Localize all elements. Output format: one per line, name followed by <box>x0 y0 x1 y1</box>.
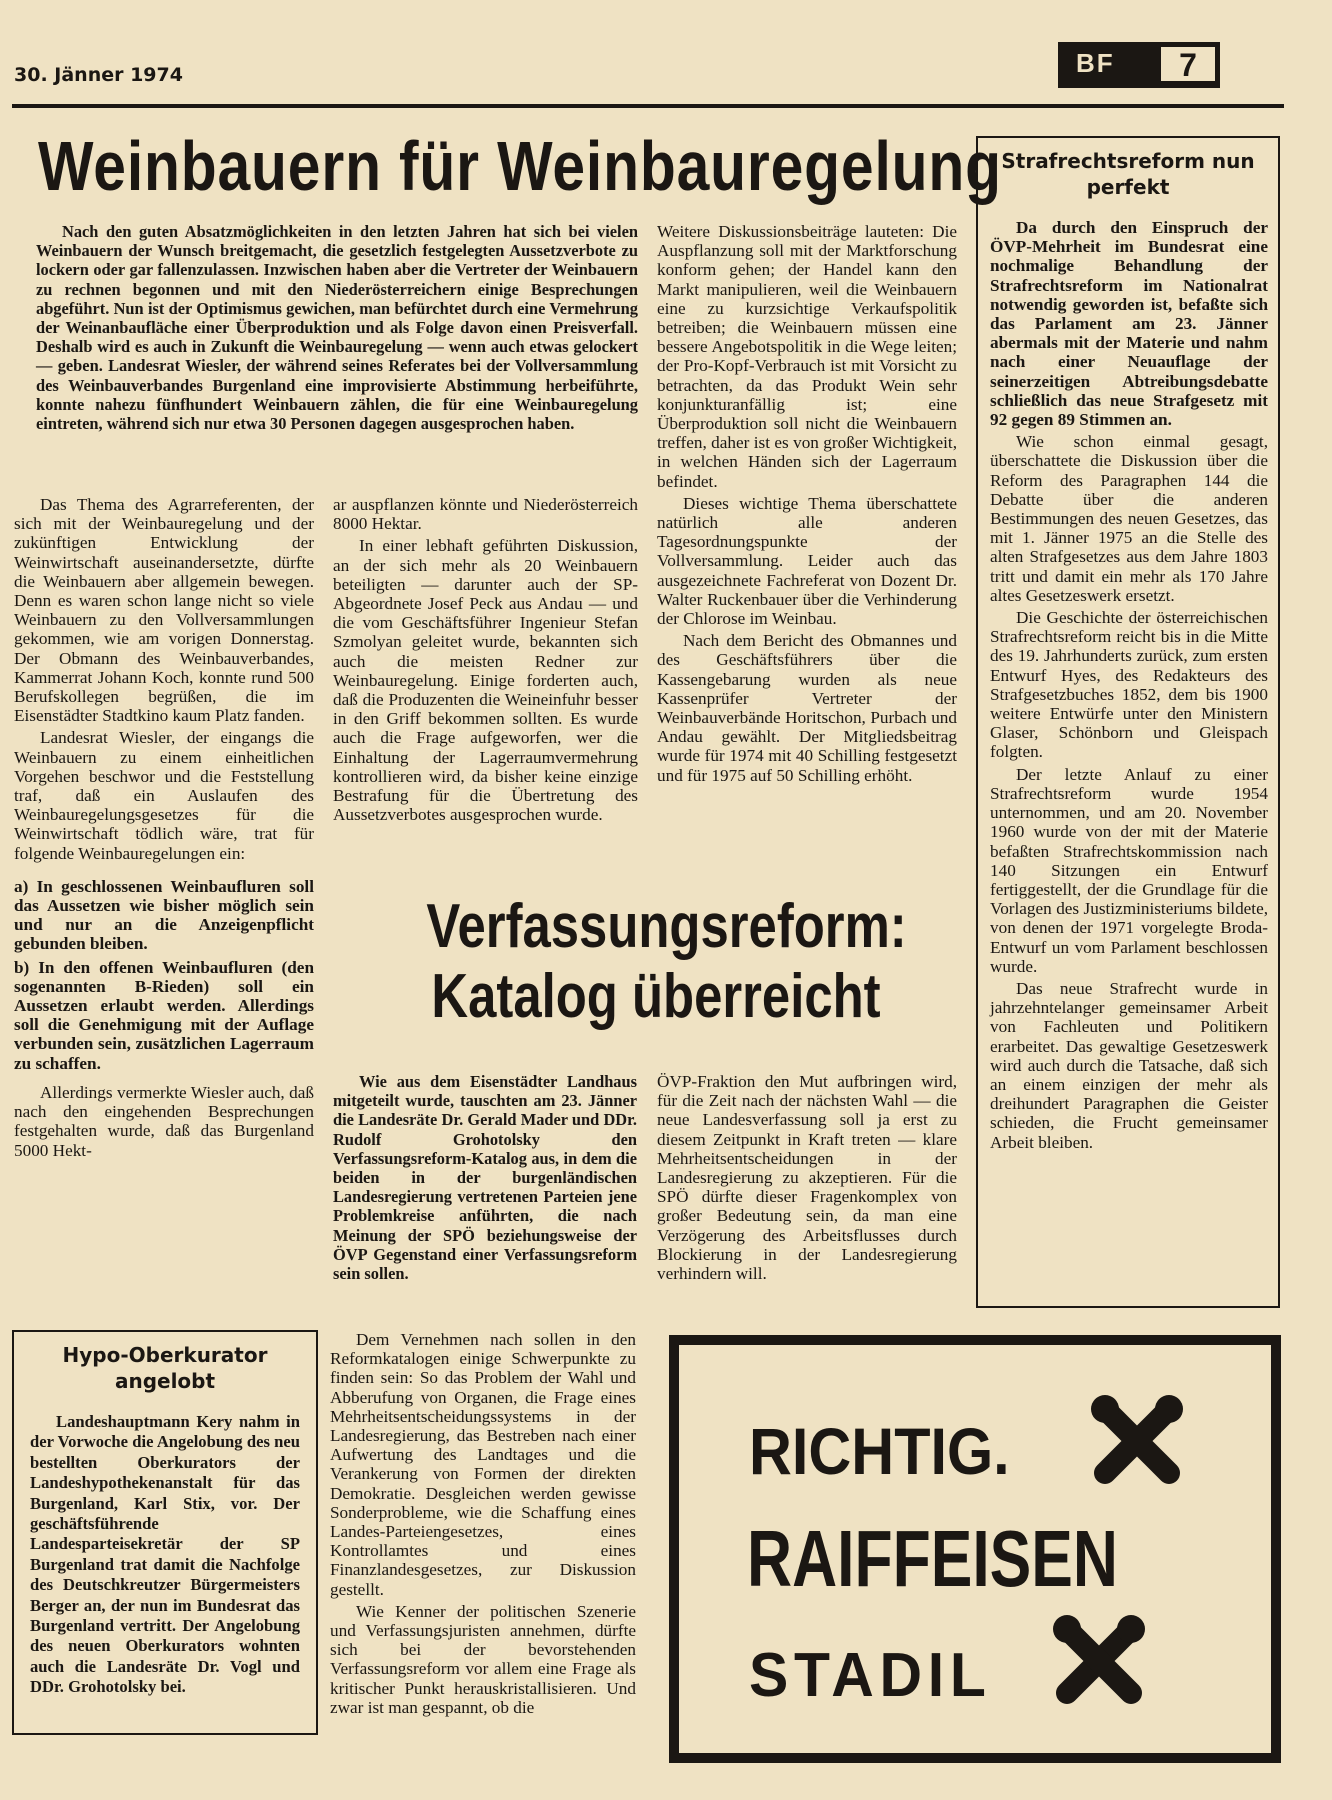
reform-headline-line-1: Verfassungsreform: <box>426 892 907 961</box>
hypo-title: Hypo-Oberkurator angelobt <box>62 1343 268 1393</box>
strafrecht-paragraph-3: Der letzte Anlauf zu einer Strafrechtsreform wurde 1954 unternommen, und am 20. November 1960 wurde von der mit der Materie befaßten Strafrechtskommission nach 140 Sitzungen ein Entwurf fertiggestellt, der die Grundlage für die Vorlagen des Justizministeriums bildete, von denen der 1971 vorgelegte Broda-Entwurf un vom Parlament beschlossen wurde. <box>990 764 1268 976</box>
main-col2-paragraph-2: In einer lebhaft geführten Diskussion, an der sich mehr als 20 Weinbauern beteiligten — darunter auch der SP-Abgeordnete Josef Peck aus Andau — und die vom Geschäftsführer Ingenieur Stefan Szmolyan geleitet wurde, bekannten sich auch die meisten Redner zur Weinbauregelung. Einige forderten auch, daß die Produzenten die Weineinfuhr besser in den Griff bekommen sollten. Es wurde auch die Frage aufgeworfen, wer die Einhaltung der Lagerraumvermehrung kontrollieren wird, da bisher keine einzige Bestrafung für die Übertretung des Aussetzverbotes ausgesprochen wurde. <box>333 536 638 825</box>
hypo-body <box>30 1412 300 1701</box>
reform-lead <box>333 1072 637 1286</box>
raiffeisen-ad <box>669 1335 1281 1763</box>
raiffeisen-ad-panel <box>679 1345 1271 1753</box>
strafrecht-lead: Da durch den Einspruch der ÖVP-Mehrheit im Bundesrat eine nochmalige Behandlung der Strafrechtsreform im Nationalrat notwendig geworden ist, befaßte sich das Parlament am 23. Jänner abermals mit der Materie und nahm nach einer Neuauflage der seinerzeitigen Abtreibungsdebatte schließlich das neue Strafgesetz mit 92 gegen 89 Stimmen an. <box>990 218 1268 430</box>
paper-badge <box>1058 42 1220 88</box>
main-column-1 <box>14 495 314 1163</box>
reform-headline-line-2: Katalog überreicht <box>431 962 881 1031</box>
reform-headline <box>426 892 907 1032</box>
main-col1-paragraph-1: Das Thema des Agrarreferenten, der sich mit der Weinbauregelung und der zukünftigen Entwicklung der Weinwirtschaft auseinandersetzte, dürfte die Weinbauern aber allgemein bewegen. Denn es waren schon lange nicht so viele Weinbauern zu den Vollversammlungen gekommen, wie am vorigen Donnerstag. Der Obmann des Weinbauverbandes, Kammerrat Johann Koch, konnte rund 500 Berufskollegen begrüßen, die im Eisenstädter Stadtkino kaum Platz fanden. <box>14 495 314 726</box>
ad-line-richtig: RICHTIG. <box>749 1414 1010 1488</box>
strafrecht-body <box>990 218 1268 1155</box>
main-lead-text: Nach den guten Absatzmöglichkeiten in den letzten Jahren hat sich bei vielen Weinbauern der Wunsch breitgemacht, die gesetzlich festgelegten Aussetzverbote zu lockern oder gar fallenzulassen. Inzwischen haben aber die Vertreter der Weinbauern zu rechnen begonnen und mit den Niederösterreichern einige Besprechungen abgeführt. Nun ist der Optimismus gewichen, man befürchtet durch eine Vermehrung der Weinanbaufläche einer Überproduktion und als Folge davon einen Preisverfall. Deshalb wird es auch in Zukunft die Weinbauregelung — wenn auch etwas gelockert — geben. Landesrat Wiesler, der während seines Referates bei der Vollversammlung des Weinbauverbandes Burgenland eine improvisierte Abstimmung herbeiführte, konnte nahezu fünfhundert Weinbauern zählen, die für eine Weinbauregelung eintreten, während sich nur etwa 30 Personen dagegen ausgesprochen haben. <box>36 222 638 434</box>
main-headline: Weinbauern für Weinbauregelung <box>38 127 1002 205</box>
main-col3-paragraph-3: Nach dem Bericht des Obmannes und des Geschäftsführers über die Kassengebarung wurden als neue Kassenprüfer Vertreter der Weinbauverbände Horitschon, Purbach und Andau gewählt. Der Mitgliedsbeitrag wurde für 1974 mit 40 Schilling festgesetzt und für 1975 auf 50 Schilling erhöht. <box>657 631 957 785</box>
ad-line-raiffeisen: RAIFFEISEN <box>747 1514 1118 1603</box>
header-rule <box>12 104 1284 108</box>
reform-right-paragraph: ÖVP-Fraktion den Mut aufbringen wird, für die Zeit nach der nächsten Wahl — die neue Landesverfassung soll ja erst zu diesem Zeitpunkt in Kraft treten — klare Mehrheitsentscheidungen in der Landesregierung zu akzeptieren. Für die SPÖ dürfte dieser Fragenkomplex von großer Bedeutung sein, da man eine Verzögerung des Arbeitsflusses durch Blockierung in der Landesregierung verhindern will. <box>657 1072 957 1284</box>
raiffeisen-cross-icon-bottom <box>1045 1607 1153 1717</box>
main-col1-paragraph-3: Allerdings vermerkte Wiesler auch, daß nach den eingehenden Besprechungen festgehalten wurde, daß das Burgenland 5000 Hekt- <box>14 1082 314 1160</box>
paper-name: BF <box>1076 48 1115 78</box>
strafrecht-box <box>976 136 1280 1308</box>
main-col3-paragraph-1: Weitere Diskussionsbeiträge lauteten: Die Auspflanzung soll mit der Marktforschung konform gehen; der Handel kann den Markt manipulieren, weil die Weinbauern eine zu kurzsichtige Verkaufspolitik betreiben; die Weinbauern müssen eine bessere Angebotspolitik in die Wege leiten; der Pro-Kopf-Verbrauch ist mit Vorsicht zu betrachten, da das Produkt Wein sehr konjunkturanfällig ist; eine Überproduktion soll nicht die Weinbauern treffen, daher ist es von großer Wichtigkeit, in welchen Händen sich der Lagerraum befindet. <box>657 222 957 491</box>
hypo-box <box>12 1330 318 1735</box>
main-column-2 <box>333 495 638 827</box>
main-col2-paragraph-1: ar auspflanzen könnte und Niederösterreich 8000 Hektar. <box>333 495 638 534</box>
ad-line-stadil: STADIL <box>749 1641 992 1710</box>
main-col1-item-b: b) In den offenen Weinbaufluren (den sogenannten B-Rieden) soll ein Aussetzen erlaubt werden. Allerdings soll die Genehmigung mit der Auflage verbunden sein, zusätzlichen Lagerraum zu schaffen. <box>14 957 314 1073</box>
main-col1-item-a: a) In geschlossenen Weinbaufluren soll das Aussetzen wie bisher möglich sein und nur an die Anzeigenpflicht gebunden bleiben. <box>14 876 314 954</box>
issue-date: 30. Jänner 1974 <box>14 64 183 86</box>
page-number: 7 <box>1159 45 1217 83</box>
main-column-3 <box>657 222 957 788</box>
strafrecht-paragraph-4: Das neue Strafrecht wurde in jahrzehntelanger gemeinsamer Arbeit von Fachleuten und Politikern erarbeitet. Das gewaltige Gesetzeswerk wird auch durch die Tatsache, daß sich an einem einzigen der mehr als dreihundert Paragraphen die Geister schieden, die Frucht gemeinsamer Arbeit bleiben. <box>990 978 1268 1152</box>
main-col3-paragraph-2: Dieses wichtige Thema überschattete natürlich alle anderen Tagesordnungspunkte der Vollversammlung. Leider auch das ausgezeichnete Fachreferat von Dozent Dr. Walter Ruckenbauer über die Verhinderung der Chlorose im Weinbau. <box>657 493 957 629</box>
reform-column-right <box>657 1072 957 1286</box>
strafrecht-paragraph-1: Wie schon einmal gesagt, überschattete die Diskussion über die Reform des Paragraphen 144 die Debatte über die anderen Bestimmungen des neuen Gesetzes, das mit 1. Jänner 1975 an die Stelle des alten Strafgesetzes aus dem Jahre 1803 tritt und damit ein mehr als 170 Jahre altes Gesetzeswerk ersetzt. <box>990 432 1268 605</box>
strafrecht-paragraph-2: Die Geschichte der österreichischen Strafrechtsreform reicht bis in die Mitte des 19. Jahrhunderts zurück, zum ersten Entwurf Hyes, des Redakteurs des Strafgesetzbuches 1852, dem bis 1900 weitere Entwürfe unter den Ministern Glaser, Schönborn und Gleispach folgten. <box>990 608 1268 762</box>
reform-bottom-paragraph-2: Wie Kenner der politischen Szenerie und Verfassungsjuristen annehmen, dürfte sich bei der bevorstehenden Verfassungsreform vor allem eine Frage als kritischer Punkt herauskristallisieren. Und zwar ist man gespannt, ob die <box>330 1601 636 1717</box>
hypo-text: Landeshauptmann Kery nahm in der Vorwoche die Angelobung des neu bestellten Oberkurators der Landeshypothekenanstalt für das Burgenland, Karl Stix, vor. Der geschäftsführende Landesparteisekretär der SP Burgenland trat damit die Nachfolge des Deutschkreutzer Bürgermeisters Berger an, der nun im Bundesrat das Burgenland vertritt. Der Angelobung des neuen Oberkurators wohnten auch die Landesräte Dr. Vogl und DDr. Grohotolsky bei. <box>30 1412 300 1697</box>
strafrecht-title: Strafrechtsreform nun perfekt <box>1001 149 1255 199</box>
reform-column-bottom <box>330 1330 636 1720</box>
raiffeisen-cross-icon-top <box>1083 1387 1191 1497</box>
reform-bottom-paragraph-1: Dem Vernehmen nach sollen in den Reformkatalogen einige Schwerpunkte zu finden sein: So das Problem der Wahl und Abberufung von Organen, die Frage eines Mehrheitsentscheidungssystems in der Landesregierung, das Bestreben nach einer Aufwertung des Landtages und die Verankerung von Formen der direkten Demokratie. Desgleichen werden gewisse Sonderprobleme, wie die Schaffung eines Landes-Parteiengesetzes, eines Kontrollamtes und eines Finanzlandesgesetzes, zur Diskussion gestellt. <box>330 1330 636 1599</box>
main-col1-paragraph-2: Landesrat Wiesler, der eingangs die Weinbauern zu einem einheitlichen Vorgehen beschwor und die Feststellung traf, daß ein Auslaufen des Weinbauregelungsgesetzes für die Weinwirtschaft tödlich wäre, trat für folgende Weinbauregelungen ein: <box>14 728 314 863</box>
reform-lead-text: Wie aus dem Eisenstädter Landhaus mitgeteilt wurde, tauschten am 23. Jänner die Landesräte Dr. Gerald Mader und DDr. Rudolf Grohotolsky den Verfassungsreform-Katalog aus, in dem die beiden in der burgenländischen Landesregierung vertretenen Parteien jene Problemkreise anführten, die nach Meinung der SPÖ beziehungsweise der ÖVP Gegenstand einer Verfassungsreform sein sollen. <box>333 1072 637 1284</box>
main-lead <box>36 222 638 436</box>
